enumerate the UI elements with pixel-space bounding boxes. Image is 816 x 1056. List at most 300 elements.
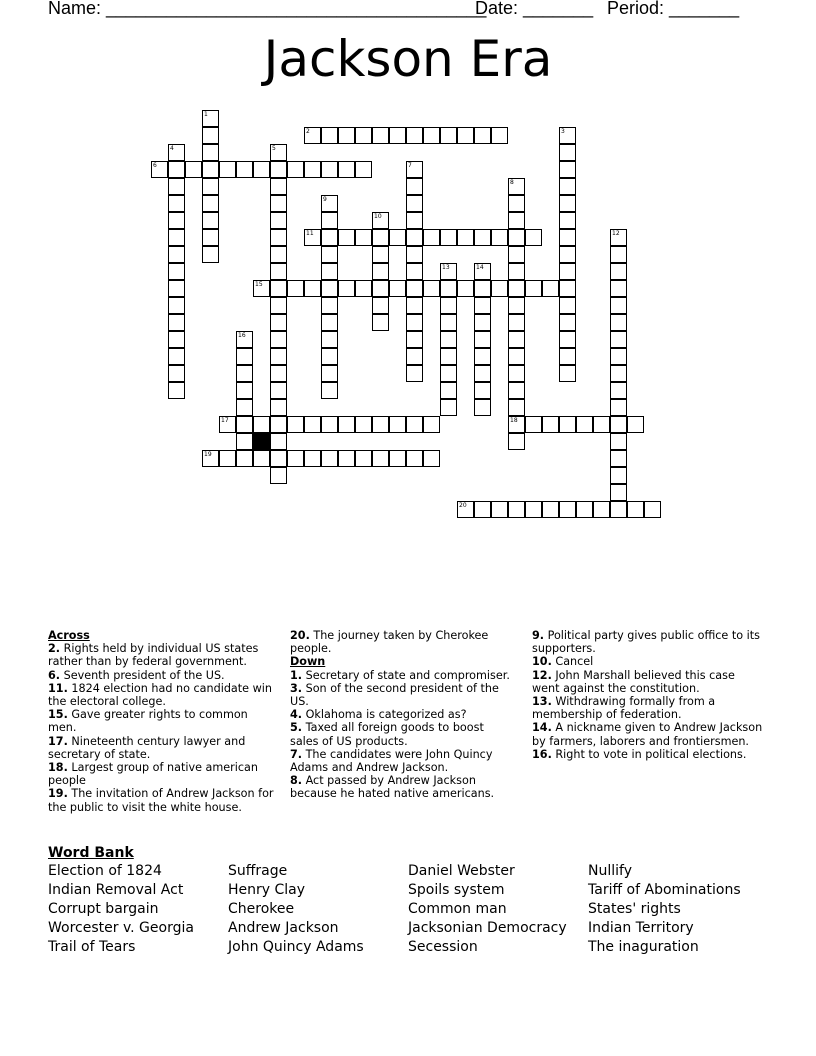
clue-item xyxy=(48,682,278,708)
grid-cell[interactable] xyxy=(440,127,457,144)
grid-cell[interactable] xyxy=(627,501,644,518)
clue-number: 1. xyxy=(290,668,303,682)
grid-cell[interactable] xyxy=(168,280,185,297)
grid-cell[interactable] xyxy=(508,501,525,518)
down-clue-list xyxy=(290,669,515,801)
grid-cell[interactable] xyxy=(236,161,253,178)
grid-cell[interactable] xyxy=(168,212,185,229)
grid-cell[interactable] xyxy=(270,365,287,382)
grid-cell[interactable] xyxy=(151,161,168,178)
grid-cell[interactable] xyxy=(355,416,372,433)
clue-text: Right to vote in political elections. xyxy=(551,747,747,761)
grid-cell[interactable] xyxy=(440,399,457,416)
grid-cell[interactable] xyxy=(610,348,627,365)
grid-cell[interactable] xyxy=(610,280,627,297)
grid-cell[interactable] xyxy=(508,348,525,365)
grid-cell[interactable] xyxy=(610,314,627,331)
grid-cell[interactable] xyxy=(202,110,219,127)
grid-cell[interactable] xyxy=(559,501,576,518)
grid-cell[interactable] xyxy=(440,229,457,246)
grid-cell[interactable] xyxy=(610,450,627,467)
grid-cell[interactable] xyxy=(219,416,236,433)
grid-cell[interactable] xyxy=(236,365,253,382)
grid-cell[interactable] xyxy=(287,161,304,178)
down-clue-list-continued xyxy=(532,629,764,761)
grid-cell[interactable] xyxy=(474,314,491,331)
grid-cell[interactable] xyxy=(406,229,423,246)
grid-cell[interactable] xyxy=(202,161,219,178)
grid-cell[interactable] xyxy=(576,501,593,518)
grid-cell[interactable] xyxy=(406,263,423,280)
grid-cell[interactable] xyxy=(508,382,525,399)
grid-cell[interactable] xyxy=(542,501,559,518)
grid-cell[interactable] xyxy=(202,212,219,229)
grid-cell[interactable] xyxy=(423,127,440,144)
clue-text: John Marshall believed this case went against the constitution. xyxy=(532,668,735,695)
grid-cell[interactable] xyxy=(287,280,304,297)
grid-cell[interactable] xyxy=(304,450,321,467)
grid-cell[interactable] xyxy=(474,399,491,416)
clue-text: Son of the second president of the US. xyxy=(290,681,499,709)
grid-cell[interactable] xyxy=(508,280,525,297)
grid-cell[interactable] xyxy=(321,263,338,280)
clue-text: Secretary of state and compromiser. xyxy=(302,668,510,682)
grid-cell[interactable] xyxy=(202,195,219,212)
grid-cell[interactable] xyxy=(321,450,338,467)
clue-text: Seventh president of the US. xyxy=(60,668,225,682)
period-field-label: Period: _______ xyxy=(607,0,740,18)
grid-cell[interactable] xyxy=(474,331,491,348)
grid-cell[interactable] xyxy=(474,263,491,280)
clue-number: 3. xyxy=(290,681,303,695)
clue-number: 1 xyxy=(204,111,208,118)
clue-item xyxy=(290,721,515,747)
grid-cell[interactable] xyxy=(559,195,576,212)
clue-item xyxy=(532,669,764,695)
grid-cell[interactable] xyxy=(457,501,474,518)
grid-cell[interactable] xyxy=(338,127,355,144)
grid-cell[interactable] xyxy=(610,433,627,450)
grid-cell[interactable] xyxy=(610,263,627,280)
grid-cell[interactable] xyxy=(270,331,287,348)
grid-cell[interactable] xyxy=(270,246,287,263)
grid-cell[interactable] xyxy=(372,229,389,246)
clue-text: Oklahoma is categorized as? xyxy=(302,708,467,722)
grid-cell[interactable] xyxy=(338,161,355,178)
grid-cell[interactable] xyxy=(372,297,389,314)
grid-cell[interactable] xyxy=(508,331,525,348)
grid-cell[interactable] xyxy=(474,365,491,382)
grid-cell[interactable] xyxy=(559,144,576,161)
grid-cell[interactable] xyxy=(168,161,185,178)
grid-cell[interactable] xyxy=(610,501,627,518)
grid-cell[interactable] xyxy=(440,348,457,365)
clue-number: 11. xyxy=(48,681,68,695)
grid-cell[interactable] xyxy=(304,280,321,297)
grid-cell[interactable] xyxy=(508,212,525,229)
word-bank-item: Jacksonian Democracy xyxy=(408,920,567,936)
grid-cell[interactable] xyxy=(321,348,338,365)
grid-cell[interactable] xyxy=(355,450,372,467)
grid-cell[interactable] xyxy=(389,280,406,297)
grid-cell[interactable] xyxy=(168,144,185,161)
grid-cell[interactable] xyxy=(406,161,423,178)
grid-cell[interactable] xyxy=(321,280,338,297)
grid-cell[interactable] xyxy=(474,280,491,297)
grid-cell[interactable] xyxy=(270,416,287,433)
clue-number: 6. xyxy=(48,668,61,682)
word-bank-item: Common man xyxy=(408,901,507,917)
grid-cell[interactable] xyxy=(610,297,627,314)
grid-cell[interactable] xyxy=(440,331,457,348)
clue-text: Nineteenth century lawyer and secretary of state. xyxy=(48,734,246,761)
grid-cell[interactable] xyxy=(406,450,423,467)
word-bank-item: Andrew Jackson xyxy=(228,920,339,936)
grid-cell[interactable] xyxy=(372,263,389,280)
across-clue-list-continued xyxy=(290,629,515,655)
clue-number: 13. xyxy=(532,695,552,709)
grid-cell[interactable] xyxy=(508,314,525,331)
grid-cell[interactable] xyxy=(508,195,525,212)
grid-cell[interactable] xyxy=(321,297,338,314)
word-bank-item: Corrupt bargain xyxy=(48,901,159,917)
grid-cell[interactable] xyxy=(287,450,304,467)
grid-cell[interactable] xyxy=(559,280,576,297)
grid-cell[interactable] xyxy=(610,331,627,348)
grid-cell[interactable] xyxy=(440,280,457,297)
grid-cell[interactable] xyxy=(559,161,576,178)
grid-cell[interactable] xyxy=(253,416,270,433)
grid-cell[interactable] xyxy=(423,229,440,246)
grid-cell[interactable] xyxy=(202,127,219,144)
grid-cell[interactable] xyxy=(202,178,219,195)
clue-text: The journey taken by Cherokee people. xyxy=(290,629,489,656)
grid-cell[interactable] xyxy=(321,212,338,229)
clue-number: 16. xyxy=(532,747,552,761)
grid-cell[interactable] xyxy=(185,161,202,178)
grid-cell[interactable] xyxy=(270,433,287,450)
grid-cell[interactable] xyxy=(406,280,423,297)
grid-cell[interactable] xyxy=(508,246,525,263)
grid-cell[interactable] xyxy=(406,178,423,195)
grid-cell[interactable] xyxy=(168,348,185,365)
grid-cell[interactable] xyxy=(168,263,185,280)
clue-number: 5 xyxy=(272,145,276,152)
grid-cell[interactable] xyxy=(321,161,338,178)
grid-cell[interactable] xyxy=(270,280,287,297)
grid-cell[interactable] xyxy=(202,450,219,467)
grid-cell[interactable] xyxy=(372,416,389,433)
grid-cell[interactable] xyxy=(372,212,389,229)
word-bank-item: The inaguration xyxy=(588,939,699,955)
grid-cell[interactable] xyxy=(406,297,423,314)
grid-cell[interactable] xyxy=(270,178,287,195)
grid-cell[interactable] xyxy=(321,314,338,331)
clue-text: Act passed by Andrew Jackson because he hated native americans. xyxy=(290,774,495,801)
grid-cell[interactable] xyxy=(270,263,287,280)
grid-cell[interactable] xyxy=(338,280,355,297)
grid-cell[interactable] xyxy=(270,348,287,365)
grid-cell[interactable] xyxy=(168,229,185,246)
grid-cell[interactable] xyxy=(372,314,389,331)
word-bank-item: Henry Clay xyxy=(228,882,306,898)
grid-cell[interactable] xyxy=(270,144,287,161)
grid-cell[interactable] xyxy=(423,450,440,467)
grid-cell[interactable] xyxy=(168,246,185,263)
grid-cell[interactable] xyxy=(355,229,372,246)
grid-cell[interactable] xyxy=(389,127,406,144)
grid-cell[interactable] xyxy=(440,297,457,314)
grid-cell[interactable] xyxy=(304,127,321,144)
grid-cell[interactable] xyxy=(321,416,338,433)
page-title: Jackson Era xyxy=(263,30,553,88)
grid-cell[interactable] xyxy=(593,501,610,518)
grid-cell[interactable] xyxy=(219,450,236,467)
clue-item xyxy=(290,629,515,655)
clues-column-1 xyxy=(48,629,278,814)
grid-cell[interactable] xyxy=(559,348,576,365)
grid-cell[interactable] xyxy=(474,382,491,399)
clue-number: 8. xyxy=(290,774,303,788)
grid-cell[interactable] xyxy=(236,331,253,348)
grid-cell[interactable] xyxy=(644,501,661,518)
grid-cell[interactable] xyxy=(406,195,423,212)
grid-cell[interactable] xyxy=(474,501,491,518)
grid-cell[interactable] xyxy=(508,365,525,382)
grid-cell[interactable] xyxy=(474,229,491,246)
grid-cell[interactable] xyxy=(338,229,355,246)
grid-cell[interactable] xyxy=(372,127,389,144)
grid-cell[interactable] xyxy=(236,382,253,399)
grid-cell[interactable] xyxy=(525,416,542,433)
grid-cell[interactable] xyxy=(270,314,287,331)
grid-cell[interactable] xyxy=(202,144,219,161)
grid-cell[interactable] xyxy=(270,450,287,467)
word-bank-item: Indian Territory xyxy=(588,920,694,936)
grid-cell[interactable] xyxy=(406,365,423,382)
clue-item xyxy=(48,669,278,682)
word-bank-item: Suffrage xyxy=(228,863,288,879)
clue-text: Cancel xyxy=(551,655,594,669)
grid-cell[interactable] xyxy=(355,127,372,144)
grid-cell[interactable] xyxy=(389,229,406,246)
grid-cell[interactable] xyxy=(270,161,287,178)
word-bank-item: Secession xyxy=(408,939,478,955)
grid-cell[interactable] xyxy=(270,467,287,484)
grid-cell[interactable] xyxy=(338,450,355,467)
grid-cell[interactable] xyxy=(559,229,576,246)
grid-cell[interactable] xyxy=(406,212,423,229)
grid-cell[interactable] xyxy=(270,399,287,416)
grid-cell[interactable] xyxy=(270,212,287,229)
black-square xyxy=(253,433,270,450)
grid-cell[interactable] xyxy=(559,212,576,229)
grid-cell[interactable] xyxy=(253,161,270,178)
grid-cell[interactable] xyxy=(321,331,338,348)
grid-cell[interactable] xyxy=(168,178,185,195)
grid-cell[interactable] xyxy=(389,450,406,467)
word-bank-item: Daniel Webster xyxy=(408,863,515,879)
grid-cell[interactable] xyxy=(610,467,627,484)
clues-column-3 xyxy=(532,629,764,761)
grid-cell[interactable] xyxy=(491,280,508,297)
grid-cell[interactable] xyxy=(542,280,559,297)
grid-cell[interactable] xyxy=(559,297,576,314)
grid-cell[interactable] xyxy=(423,416,440,433)
clue-item xyxy=(532,748,764,761)
grid-cell[interactable] xyxy=(236,416,253,433)
clue-item xyxy=(532,721,764,747)
grid-cell[interactable] xyxy=(610,399,627,416)
clue-text: A nickname given to Andrew Jackson by farmers, laborers and frontiersmen. xyxy=(532,721,763,748)
grid-cell[interactable] xyxy=(304,161,321,178)
grid-cell[interactable] xyxy=(168,365,185,382)
grid-cell[interactable] xyxy=(321,195,338,212)
grid-cell[interactable] xyxy=(355,280,372,297)
grid-cell[interactable] xyxy=(406,331,423,348)
grid-cell[interactable] xyxy=(355,161,372,178)
grid-cell[interactable] xyxy=(304,416,321,433)
grid-cell[interactable] xyxy=(168,297,185,314)
clue-text: The invitation of Andrew Jackson for the public to visit the white house. xyxy=(48,787,274,814)
clue-item xyxy=(48,642,278,668)
grid-cell[interactable] xyxy=(168,314,185,331)
grid-cell[interactable] xyxy=(508,399,525,416)
clue-text: Gave greater rights to common men. xyxy=(48,708,248,735)
grid-cell[interactable] xyxy=(525,501,542,518)
clue-item xyxy=(48,761,278,787)
grid-cell[interactable] xyxy=(321,382,338,399)
grid-cell[interactable] xyxy=(236,348,253,365)
grid-cell[interactable] xyxy=(457,229,474,246)
grid-cell[interactable] xyxy=(253,280,270,297)
grid-cell[interactable] xyxy=(236,399,253,416)
grid-cell[interactable] xyxy=(457,280,474,297)
grid-cell[interactable] xyxy=(168,331,185,348)
clue-item xyxy=(48,708,278,734)
grid-cell[interactable] xyxy=(508,416,525,433)
grid-cell[interactable] xyxy=(610,229,627,246)
clues-column-2 xyxy=(290,629,515,801)
clue-number: 12. xyxy=(532,668,552,682)
clue-item xyxy=(532,695,764,721)
clue-number: 2. xyxy=(48,642,61,656)
grid-cell[interactable] xyxy=(457,127,474,144)
grid-cell[interactable] xyxy=(610,246,627,263)
grid-cell[interactable] xyxy=(525,229,542,246)
grid-cell[interactable] xyxy=(474,297,491,314)
clue-item xyxy=(532,629,764,655)
grid-cell[interactable] xyxy=(406,127,423,144)
clue-number: 20 xyxy=(459,502,467,509)
clue-number: 15. xyxy=(48,708,68,722)
grid-cell[interactable] xyxy=(270,195,287,212)
clue-number: 17. xyxy=(48,734,68,748)
grid-cell[interactable] xyxy=(168,382,185,399)
grid-cell[interactable] xyxy=(236,433,253,450)
grid-cell[interactable] xyxy=(508,229,525,246)
grid-cell[interactable] xyxy=(559,246,576,263)
grid-cell[interactable] xyxy=(559,331,576,348)
grid-cell[interactable] xyxy=(236,450,253,467)
grid-cell[interactable] xyxy=(610,484,627,501)
grid-cell[interactable] xyxy=(270,297,287,314)
clue-item xyxy=(48,735,278,761)
grid-cell[interactable] xyxy=(491,501,508,518)
grid-cell[interactable] xyxy=(491,229,508,246)
grid-cell[interactable] xyxy=(559,127,576,144)
grid-cell[interactable] xyxy=(627,416,644,433)
grid-cell[interactable] xyxy=(440,314,457,331)
grid-cell[interactable] xyxy=(168,195,185,212)
grid-cell[interactable] xyxy=(202,246,219,263)
grid-cell[interactable] xyxy=(406,416,423,433)
grid-cell[interactable] xyxy=(559,365,576,382)
grid-cell[interactable] xyxy=(559,263,576,280)
grid-cell[interactable] xyxy=(270,382,287,399)
grid-cell[interactable] xyxy=(610,365,627,382)
clue-number: 10 xyxy=(374,213,382,220)
grid-cell[interactable] xyxy=(423,280,440,297)
clue-number: 5. xyxy=(290,721,303,735)
grid-cell[interactable] xyxy=(474,127,491,144)
grid-cell[interactable] xyxy=(610,416,627,433)
clue-text: Largest group of native american people xyxy=(48,761,258,788)
grid-cell[interactable] xyxy=(406,314,423,331)
grid-cell[interactable] xyxy=(202,229,219,246)
grid-cell[interactable] xyxy=(338,416,355,433)
grid-cell[interactable] xyxy=(321,127,338,144)
grid-cell[interactable] xyxy=(474,348,491,365)
clue-item xyxy=(290,682,515,708)
grid-cell[interactable] xyxy=(559,314,576,331)
grid-cell[interactable] xyxy=(508,263,525,280)
word-bank-item: Nullify xyxy=(588,863,632,879)
grid-cell[interactable] xyxy=(321,246,338,263)
grid-cell[interactable] xyxy=(440,382,457,399)
grid-cell[interactable] xyxy=(406,246,423,263)
grid-cell[interactable] xyxy=(576,416,593,433)
grid-cell[interactable] xyxy=(440,263,457,280)
grid-cell[interactable] xyxy=(219,161,236,178)
grid-cell[interactable] xyxy=(287,416,304,433)
grid-cell[interactable] xyxy=(372,246,389,263)
grid-cell[interactable] xyxy=(508,433,525,450)
grid-cell[interactable] xyxy=(559,416,576,433)
grid-cell[interactable] xyxy=(270,229,287,246)
grid-cell[interactable] xyxy=(372,450,389,467)
grid-cell[interactable] xyxy=(389,416,406,433)
grid-cell[interactable] xyxy=(304,229,321,246)
grid-cell[interactable] xyxy=(593,416,610,433)
word-bank-title: Word Bank xyxy=(48,845,134,861)
grid-cell[interactable] xyxy=(508,297,525,314)
grid-cell[interactable] xyxy=(253,450,270,467)
grid-cell[interactable] xyxy=(508,178,525,195)
clue-text: 1824 election had no candidate win the electoral college. xyxy=(48,681,272,709)
grid-cell[interactable] xyxy=(491,127,508,144)
grid-cell[interactable] xyxy=(321,229,338,246)
grid-cell[interactable] xyxy=(559,178,576,195)
grid-cell[interactable] xyxy=(542,416,559,433)
grid-cell[interactable] xyxy=(440,365,457,382)
clue-number: 7. xyxy=(290,747,303,761)
grid-cell[interactable] xyxy=(372,280,389,297)
grid-cell[interactable] xyxy=(321,365,338,382)
grid-cell[interactable] xyxy=(610,382,627,399)
grid-cell[interactable] xyxy=(525,280,542,297)
grid-cell[interactable] xyxy=(406,348,423,365)
